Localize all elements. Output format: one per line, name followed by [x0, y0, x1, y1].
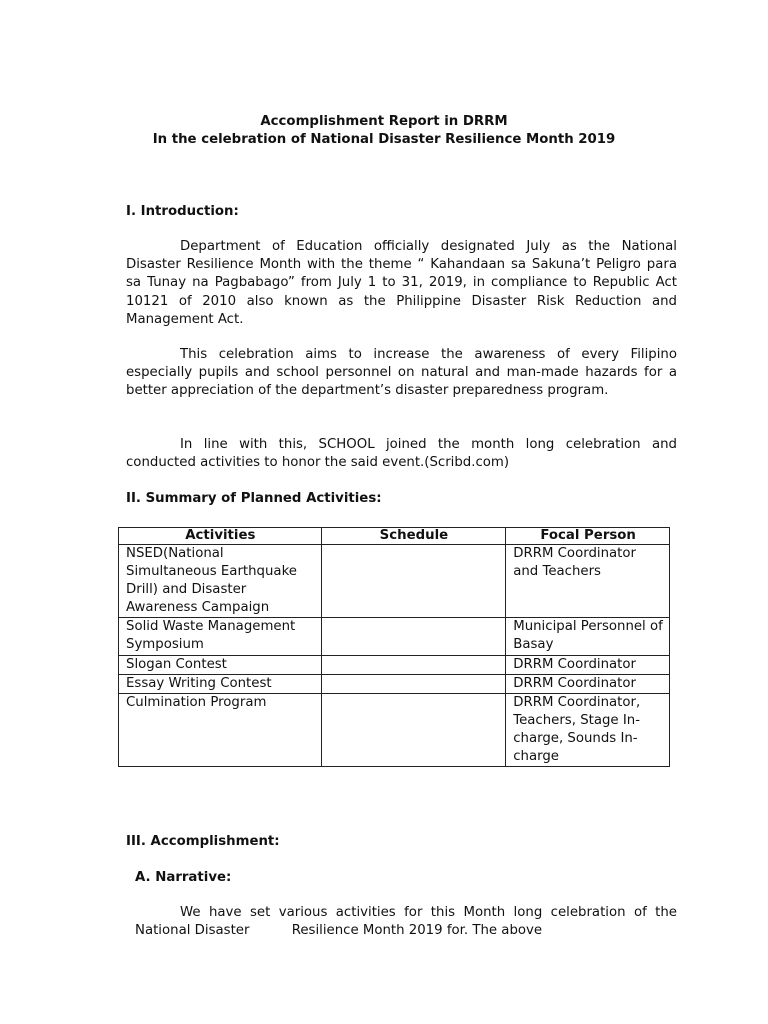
- intro-paragraph-2: [126, 346, 677, 401]
- intro-paragraph-2-text: This celebration aims to increase the awareness of every Filipino especially pupils and school personnel on natural and man-made hazards for a better appreciation of the department’s disaster preparedness program.: [126, 347, 677, 399]
- focal-person-cell: DRRM Coordinator, Teachers, Stage In-charge, Sounds In-charge: [506, 693, 670, 766]
- narrative-paragraph-text: We have set various activities for this Month long celebration of the National Disaster Resilience Month 2019 for. The above: [135, 905, 682, 939]
- schedule-cell: [321, 655, 506, 674]
- title-line-2: In the celebration of National Disaster Resilience Month 2019: [152, 131, 616, 147]
- activity-cell: Culmination Program: [119, 693, 322, 766]
- intro-paragraph-1-text: Department of Education officially designated July as the National Disaster Resilience Month with the theme “ Kahandaan sa Sakuna’t Peligro para sa Tunay na Pagbabago” from July 1 to 31, 2019, in compliance to Republic Act 10121 of 2010 also known as the Philippine Disaster Risk Reduction and Management Act.: [126, 239, 677, 327]
- activities-table: [118, 527, 670, 767]
- activity-cell: Essay Writing Contest: [119, 674, 322, 693]
- intro-paragraph-1: [126, 238, 677, 329]
- focal-person-cell: DRRM Coordinator: [506, 655, 670, 674]
- table-row: [119, 655, 670, 674]
- narrative-paragraph: [135, 904, 682, 940]
- section-heading-summary: II. Summary of Planned Activities:: [126, 491, 382, 506]
- activity-cell: NSED(National Simultaneous Earthquake Drill) and Disaster Awareness Campaign: [119, 545, 322, 618]
- focal-person-cell: DRRM Coordinator and Teachers: [506, 545, 670, 618]
- schedule-cell: [321, 545, 506, 618]
- table-row: [119, 618, 670, 655]
- focal-person-cell: Municipal Personnel of Basay: [506, 618, 670, 655]
- table-header-row: [119, 528, 670, 545]
- document-title: [0, 113, 768, 148]
- schedule-cell: [321, 693, 506, 766]
- activity-cell: Slogan Contest: [119, 655, 322, 674]
- column-header-schedule: Schedule: [321, 528, 506, 545]
- schedule-cell: [321, 618, 506, 655]
- section-heading-introduction: I. Introduction:: [126, 204, 239, 219]
- intro-paragraph-3: [126, 436, 677, 472]
- schedule-cell: [321, 674, 506, 693]
- subheading-narrative: A. Narrative:: [135, 870, 232, 885]
- table-row: [119, 674, 670, 693]
- column-header-focal-person: Focal Person: [506, 528, 670, 545]
- title-line-1: Accomplishment Report in DRRM: [260, 114, 508, 129]
- activity-cell: Solid Waste Management Symposium: [119, 618, 322, 655]
- section-heading-accomplishment: III. Accomplishment:: [126, 834, 280, 849]
- table-row: [119, 545, 670, 618]
- focal-person-cell: DRRM Coordinator: [506, 674, 670, 693]
- intro-paragraph-3-text: In line with this, SCHOOL joined the month long celebration and conducted activities to honor the said event.(Scribd.com): [126, 437, 677, 471]
- column-header-activities: Activities: [119, 528, 322, 545]
- table-row: [119, 693, 670, 766]
